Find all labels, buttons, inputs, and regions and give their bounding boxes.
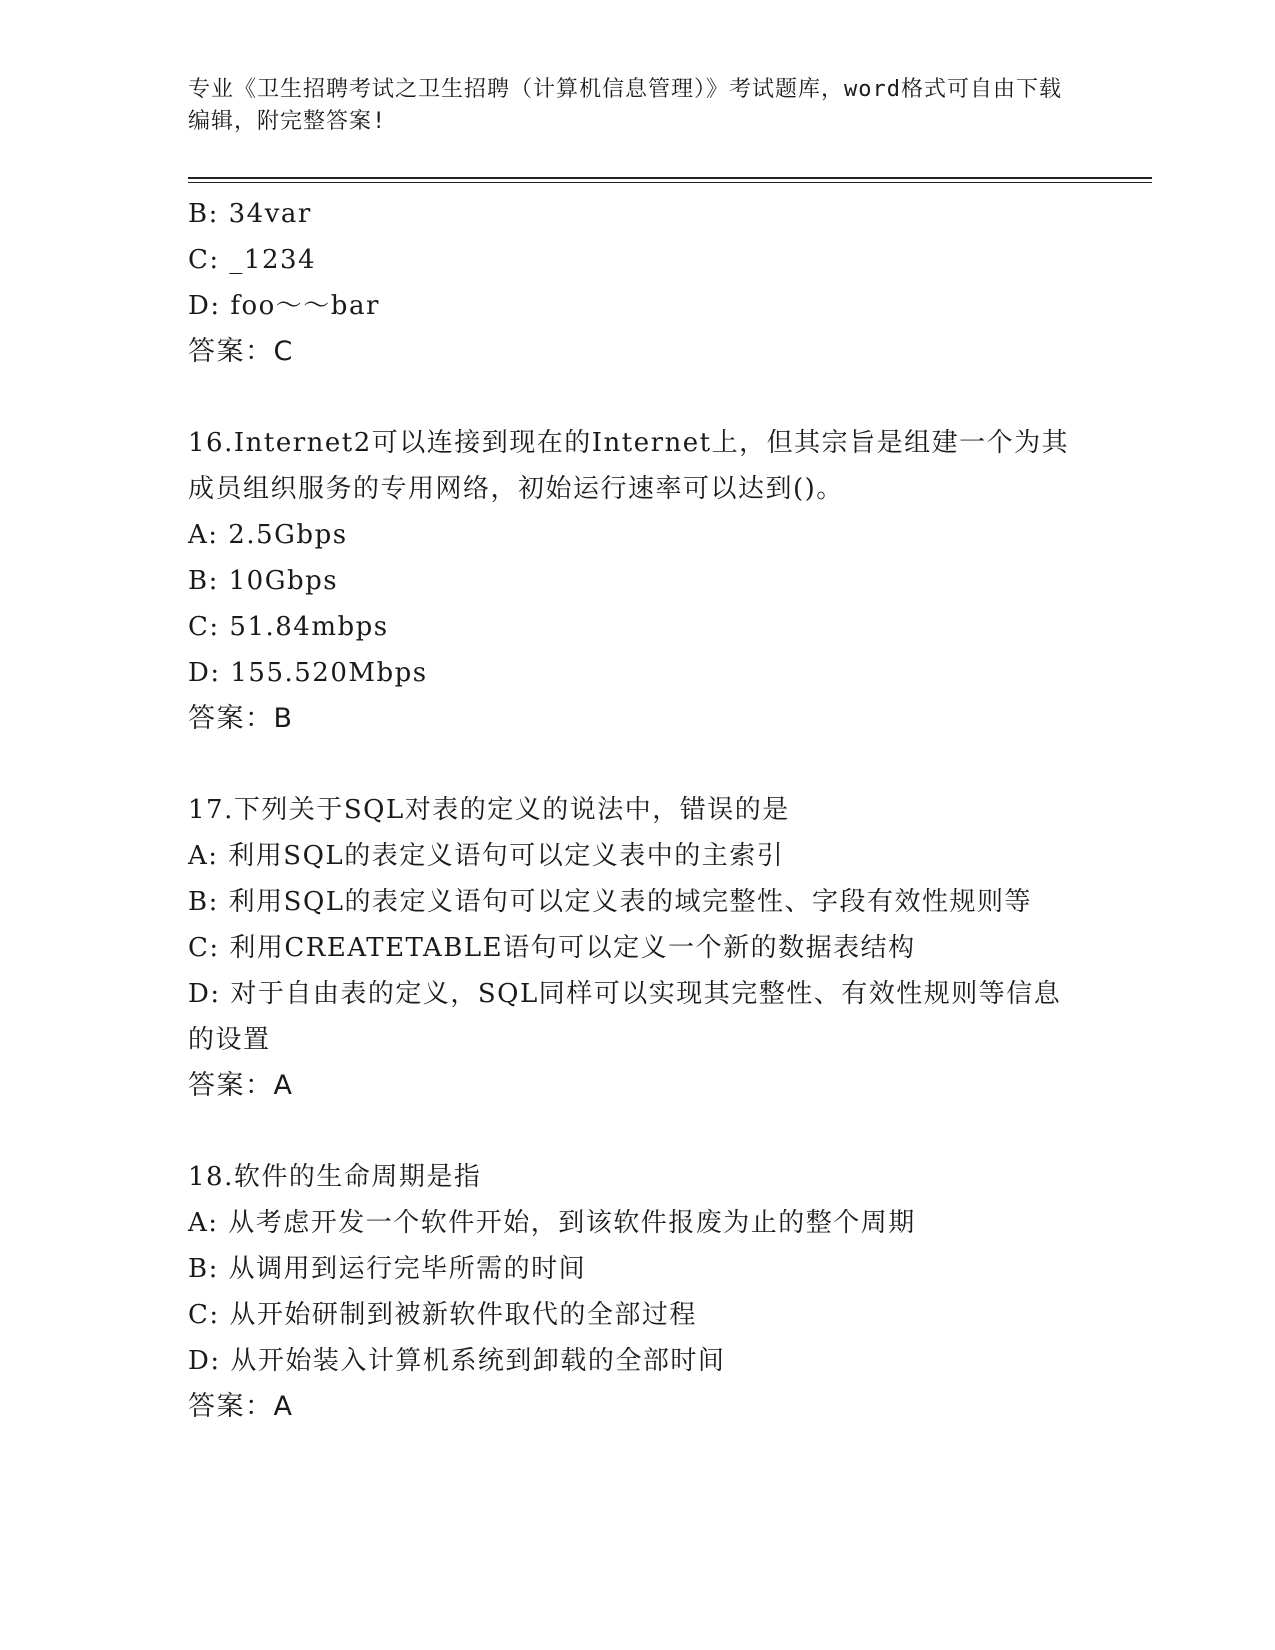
option-a: A: 从考虑开发一个软件开始，到该软件报废为止的整个周期	[188, 1208, 916, 1238]
option-b: B: 从调用到运行完毕所需的时间	[188, 1254, 587, 1284]
option-d: D: 对于自由表的定义，SQL同样可以实现其完整性、有效性规则等信息的设置	[188, 979, 1062, 1055]
answer-line: 答案：C	[188, 336, 294, 367]
option-d: D: foo～～bar	[188, 291, 380, 321]
answer-line: 答案：A	[188, 1391, 294, 1422]
question-block	[188, 1154, 1088, 1430]
header-divider-thin	[188, 182, 1152, 183]
option-b: B: 34var	[188, 199, 312, 229]
question-block	[188, 420, 1088, 742]
option-c: C: 51.84mbps	[188, 612, 389, 642]
option-c: C: 利用CREATETABLE语句可以定义一个新的数据表结构	[188, 933, 916, 963]
question-block	[188, 787, 1088, 1109]
page-header: 专业《卫生招聘考试之卫生招聘（计算机信息管理）》考试题库，word格式可自由下载编辑，附完整答案!	[188, 77, 1062, 134]
question-block-continued	[188, 191, 1088, 375]
option-d: D: 155.520Mbps	[188, 658, 428, 688]
option-d: D: 从开始装入计算机系统到卸载的全部时间	[188, 1346, 726, 1376]
question-stem: 17.下列关于SQL对表的定义的说法中，错误的是	[188, 795, 790, 825]
answer-line: 答案：B	[188, 703, 294, 734]
option-c: C: 从开始研制到被新软件取代的全部过程	[188, 1300, 697, 1330]
answer-line: 答案：A	[188, 1070, 294, 1101]
option-b: B: 10Gbps	[188, 566, 339, 596]
option-a: A: 2.5Gbps	[188, 520, 348, 550]
question-stem: 16.Internet2可以连接到现在的Internet上，但其宗旨是组建一个为其成员组织服务的专用网络，初始运行速率可以达到()。	[188, 428, 1070, 504]
option-b: B: 利用SQL的表定义语句可以定义表的域完整性、字段有效性规则等	[188, 887, 1033, 917]
option-c: C: _1234	[188, 245, 317, 275]
option-a: A: 利用SQL的表定义语句可以定义表中的主索引	[188, 841, 785, 871]
question-stem: 18.软件的生命周期是指	[188, 1162, 482, 1192]
question-list	[188, 191, 1088, 1430]
header-divider	[188, 177, 1152, 179]
